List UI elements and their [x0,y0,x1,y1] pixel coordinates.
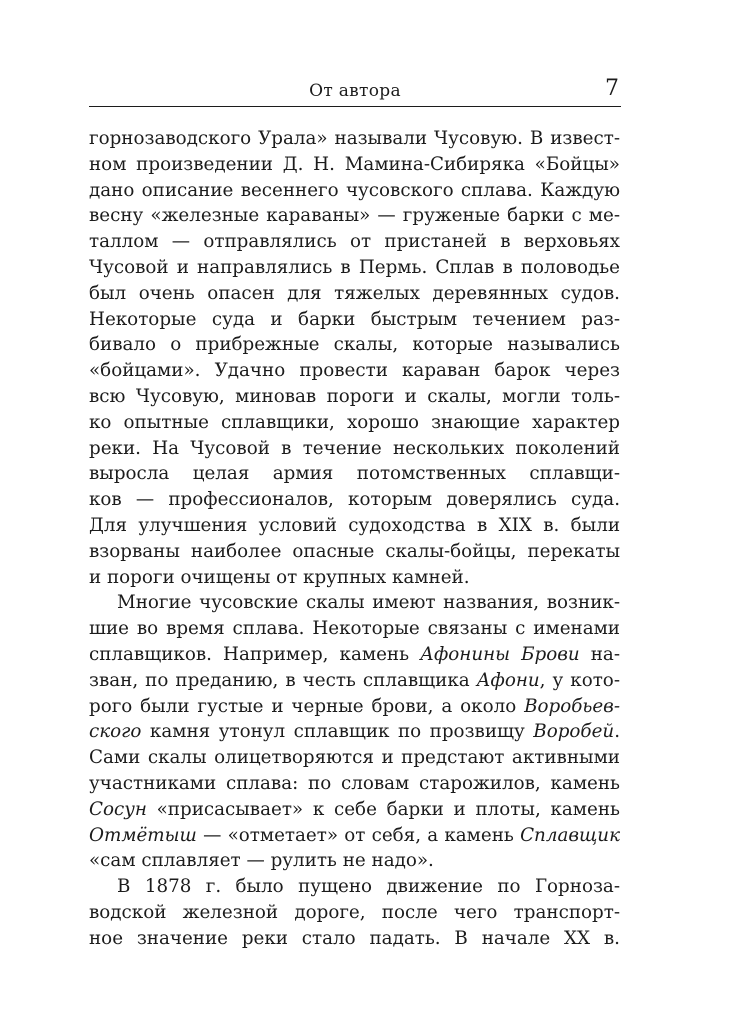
text-segment: «присасывает» к себе барки и плоты, камень [146,798,620,820]
text-segment: выросла целая армия потомственных сплавщи- [89,463,620,485]
text-segment: взорваны наиболее опасные скалы-бойцы, перекаты [89,540,620,562]
text-line [89,719,620,745]
text-segment: . [614,721,620,743]
running-title: От автора [309,81,401,101]
text-line [89,642,620,668]
text-line [89,332,620,358]
text-segment: на- [579,643,620,665]
text-line [89,771,620,797]
text-line [89,565,620,591]
text-segment: таллом — отправлялись от пристаней в верховьях [89,231,620,253]
text-line [89,874,620,900]
text-line [89,590,620,616]
text-segment: бивало о прибрежные скалы, которые назывались [89,334,620,356]
text-segment: шие во время сплава. Некоторые связаны с именами [89,618,620,640]
text-segment: был очень опасен для тяжелых деревянных судов. [89,282,620,304]
text-segment: ном произведении Д. Н. Мамина-Сибиряка «Бойцы» [89,153,620,175]
text-segment: участниками сплава: по словам старожилов, камень [89,772,620,794]
text-segment: ков — профессионалов, которым доверялись суда. [89,489,620,511]
text-segment: сплавщиков. Например, камень [89,643,421,665]
body-text [89,126,620,952]
text-segment: всю Чусовую, миновав пороги и скалы, могли толь- [89,385,620,407]
text-line [89,487,620,513]
italic-term: Воробей [533,721,615,743]
text-segment: Некоторые суда и барки быстрым течением раз- [89,308,620,330]
italic-term: Сосун [89,798,147,820]
text-line [89,384,620,410]
text-line [89,229,620,255]
text-segment: Сами скалы олицетворяются и предстают активными [89,747,620,769]
text-line [89,539,620,565]
text-segment: Многие чусовские скалы имеют названия, возник- [117,592,620,614]
text-segment: «бойцами». Удачно провести караван барок через [89,360,620,382]
text-line [89,281,620,307]
text-segment: ко опытные сплавщики, хорошо знающие характер [89,411,620,433]
text-line [89,848,620,874]
text-segment: Чусовой и направлялись в Пермь. Сплав в половодье [89,256,620,278]
text-line [89,178,620,204]
text-line [89,152,620,178]
text-segment: водской железной дороге, после чего транспорт- [89,901,620,923]
text-line [89,797,620,823]
italic-term: Афони [476,669,540,691]
text-segment: , у кото- [539,669,620,691]
text-segment: Для улучшения условий судоходства в XIX в. были [89,514,620,536]
text-segment: ное значение реки стало падать. В начале XX в. [89,927,620,949]
italic-term: Афонины Брови [420,643,580,665]
running-header [89,74,621,107]
text-line [89,358,620,384]
text-line [89,745,620,771]
text-line [89,307,620,333]
text-segment: — «отметает» от себя, а камень [196,824,521,846]
page-number: 7 [605,76,619,101]
text-line [89,126,620,152]
italic-term: Воробьев- [524,695,620,717]
text-segment: и пороги очищены от крупных камней. [89,566,470,588]
text-segment: рого были густые и черные брови, а около [89,695,525,717]
italic-term: Сплавщик [520,824,620,846]
text-line [89,694,620,720]
text-line [89,436,620,462]
text-line [89,823,620,849]
text-segment: зван, по преданию, в честь сплавщика [89,669,477,691]
text-segment: В 1878 г. было пущено движение по Горноза- [117,876,620,898]
text-segment: дано описание весеннего чусовского сплава. Каждую [89,179,620,201]
italic-term: Отмётыш [89,824,197,846]
text-line [89,255,620,281]
text-segment: реки. На Чусовой в течение нескольких поколений [89,437,620,459]
text-line [89,513,620,539]
text-segment: «сам сплавляет — рулить не надо». [89,850,434,872]
text-line [89,410,620,436]
italic-term: ского [89,721,142,743]
text-line [89,616,620,642]
text-line [89,203,620,229]
text-line [89,900,620,926]
text-line [89,926,620,952]
text-line [89,461,620,487]
text-segment: весну «железные караваны» — груженые барки с ме- [89,205,620,227]
text-line [89,668,620,694]
text-segment: горнозаводского Урала» называли Чусовую. В извест- [89,128,620,149]
text-segment: камня утонул сплавщик по прозвищу [141,721,534,743]
